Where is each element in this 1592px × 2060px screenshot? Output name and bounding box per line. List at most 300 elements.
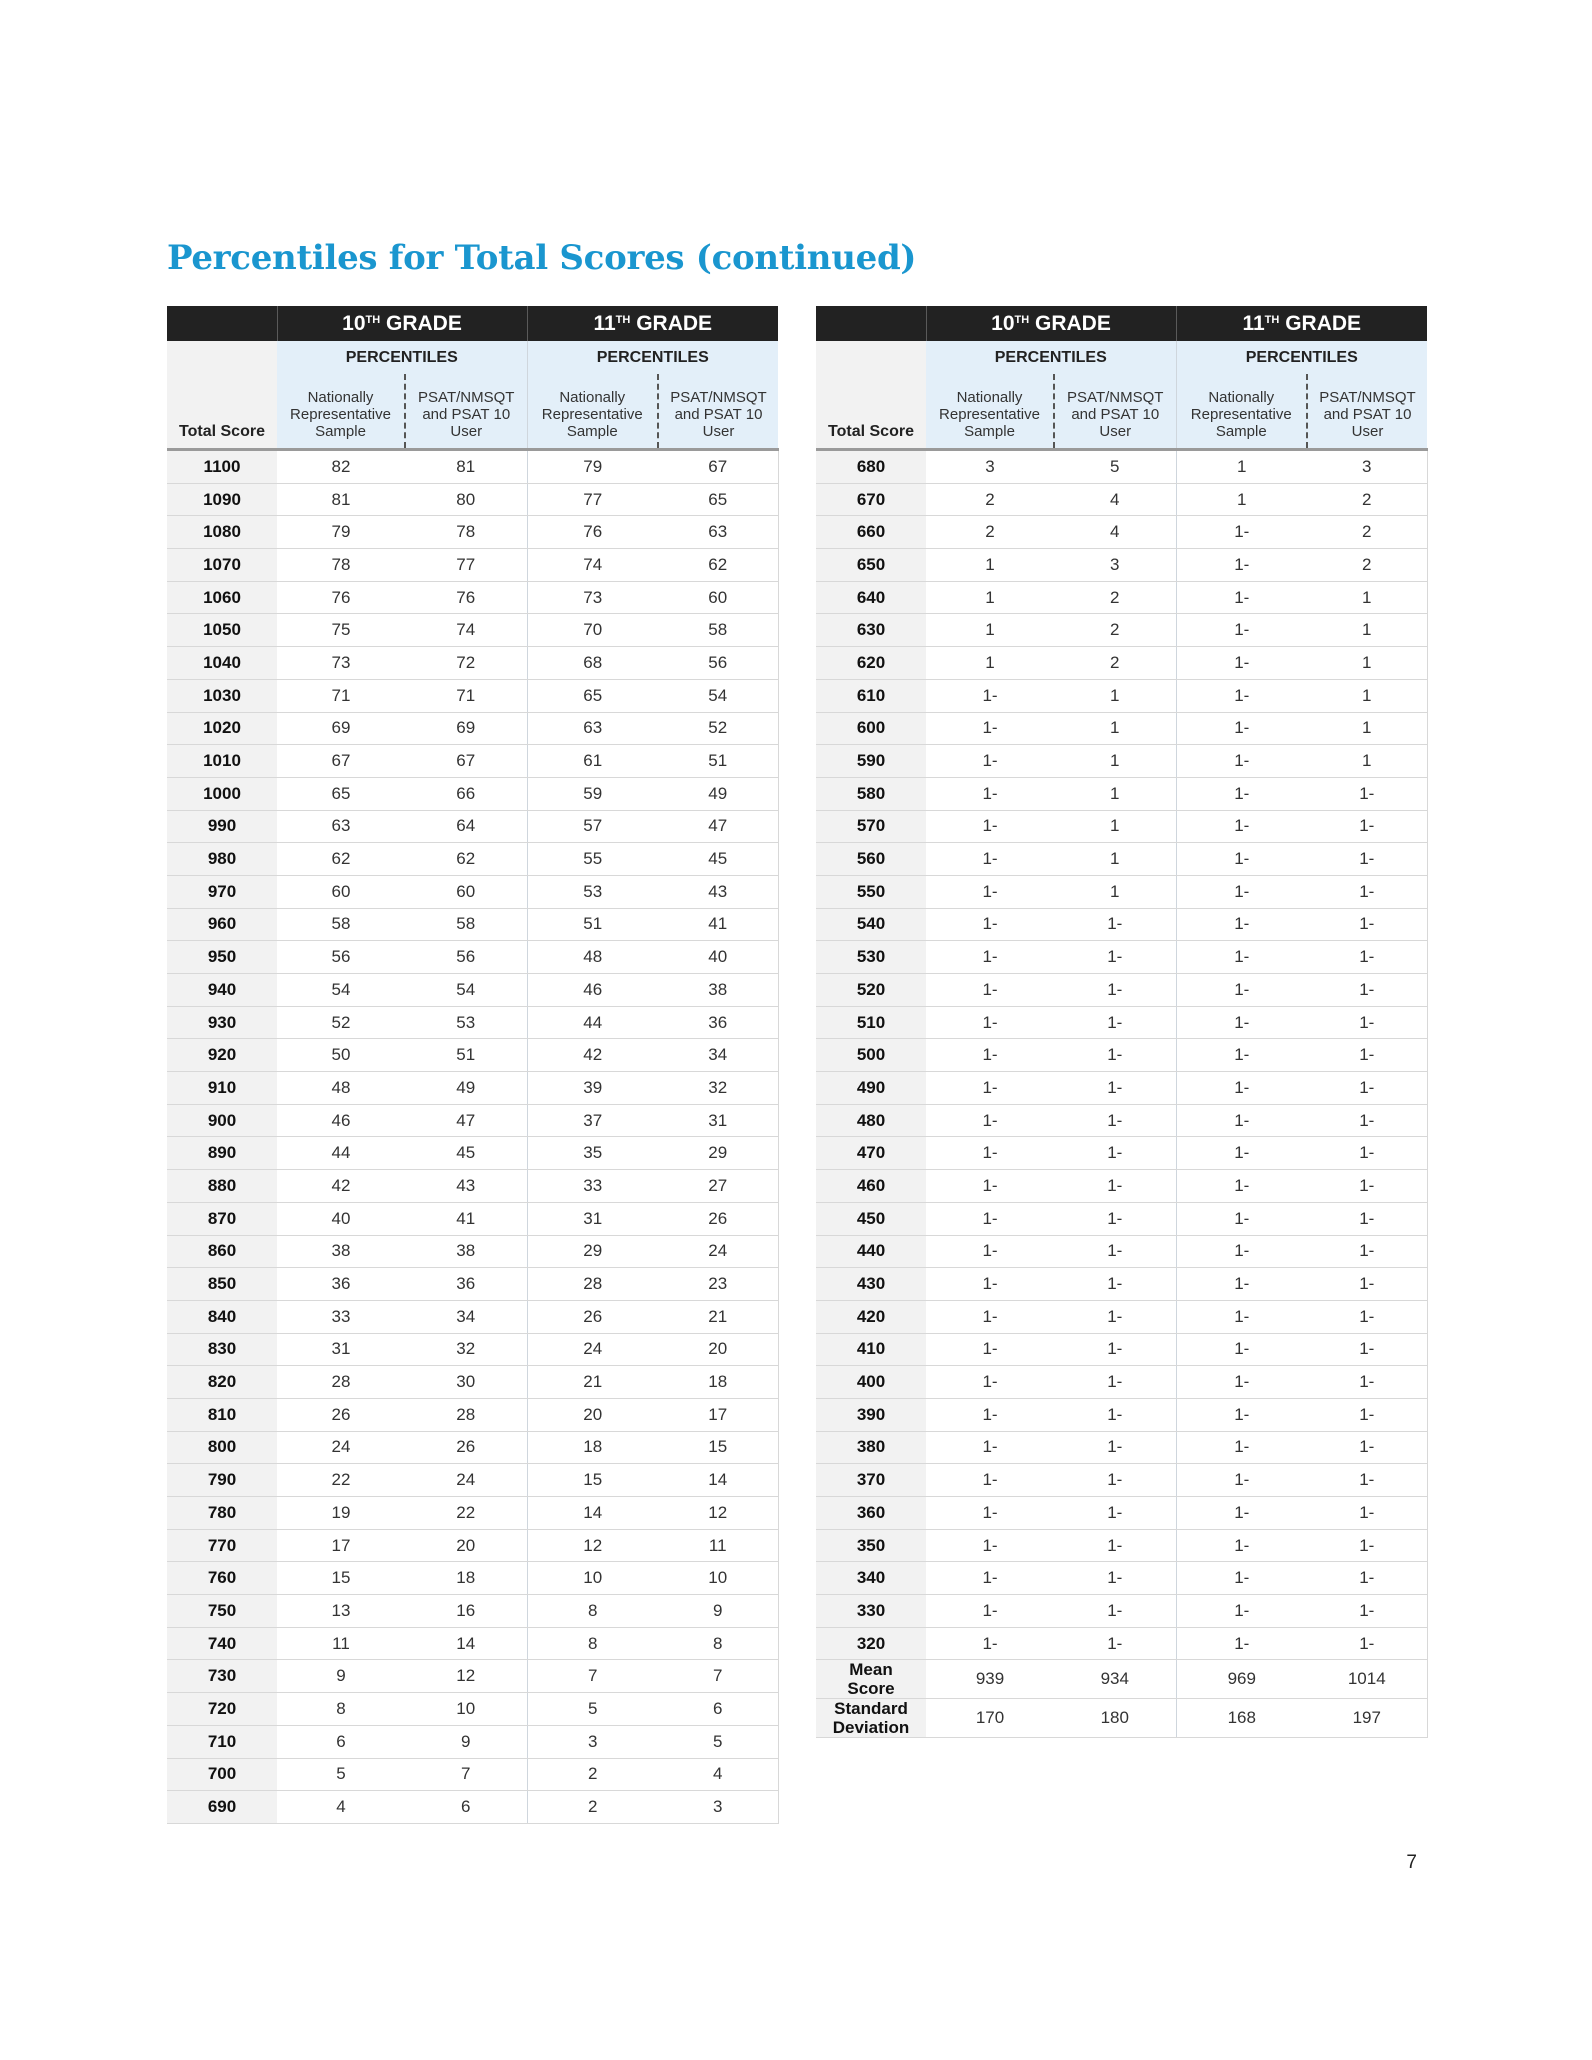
grade11-nat-cell: 1- xyxy=(1176,614,1307,647)
total-score-cell: 570 xyxy=(816,810,926,843)
table-row xyxy=(816,843,1427,876)
total-score-cell: 800 xyxy=(167,1431,277,1464)
table-body-left xyxy=(167,450,778,1824)
total-score-cell: 950 xyxy=(167,941,277,974)
grade10-user-cell: 54 xyxy=(405,974,527,1007)
total-score-cell: 480 xyxy=(816,1104,926,1137)
percentiles-header-row xyxy=(816,341,1427,374)
page-number: 7 xyxy=(1406,1852,1417,1873)
table-row xyxy=(167,875,778,908)
table-row xyxy=(167,1170,778,1203)
grade11-nat-cell: 10 xyxy=(527,1562,658,1595)
grade10-nat-cell: 1- xyxy=(926,1595,1054,1628)
percentiles-label: PERCENTILES xyxy=(277,341,527,374)
total-score-cell: 530 xyxy=(816,941,926,974)
grade11-user-cell: 1- xyxy=(1307,777,1427,810)
grade10-user-cell: 71 xyxy=(405,679,527,712)
grade11-user-cell: 49 xyxy=(658,777,778,810)
stats-body xyxy=(816,1660,1427,1738)
grade10-user-cell: 18 xyxy=(405,1562,527,1595)
grade10-nat-cell: 13 xyxy=(277,1595,405,1628)
grade11-nat-cell: 44 xyxy=(527,1006,658,1039)
table-row xyxy=(167,941,778,974)
grade11-user-cell: 1- xyxy=(1307,1072,1427,1105)
grade10-nat-cell: 1- xyxy=(926,810,1054,843)
total-score-cell: 660 xyxy=(816,516,926,549)
grade10-nat-cell: 1 xyxy=(926,549,1054,582)
total-score-cell: 540 xyxy=(816,908,926,941)
grade10-user-cell: 1- xyxy=(1054,1235,1176,1268)
grade10-user-cell: 49 xyxy=(405,1072,527,1105)
grade11-user-cell: 65 xyxy=(658,483,778,516)
grade11-user-cell: 1- xyxy=(1307,1431,1427,1464)
grade-11-header: 11TH GRADE xyxy=(1176,306,1427,341)
grade10-nat-cell: 1- xyxy=(926,1039,1054,1072)
grade11-user-cell: 1- xyxy=(1307,810,1427,843)
grade10-nat-cell: 31 xyxy=(277,1333,405,1366)
standard-deviation-row xyxy=(816,1699,1427,1738)
grade11-user-cell: 12 xyxy=(658,1497,778,1530)
grade10-user-cell: 1- xyxy=(1054,1529,1176,1562)
grade10-nat-cell: 1- xyxy=(926,1529,1054,1562)
grade11-user-cell: 21 xyxy=(658,1300,778,1333)
table-row xyxy=(816,483,1427,516)
grade10-nat-cell: 1 xyxy=(926,614,1054,647)
total-score-cell: 450 xyxy=(816,1202,926,1235)
grade11-user-cell: 1 xyxy=(1307,647,1427,680)
grade10-nat-cell: 1- xyxy=(926,1268,1054,1301)
grade10-user-cell: 1- xyxy=(1054,941,1176,974)
grade11-nat-cell: 8 xyxy=(527,1627,658,1660)
grade11-nat-cell: 1- xyxy=(1176,1431,1307,1464)
grade10-nat-cell: 1- xyxy=(926,1202,1054,1235)
grade11-user-cell: 52 xyxy=(658,712,778,745)
total-score-cell: 860 xyxy=(167,1235,277,1268)
grade11-nat-cell: 37 xyxy=(527,1104,658,1137)
sd-value: 170 xyxy=(926,1699,1054,1738)
grade10-user-cell: 1- xyxy=(1054,1300,1176,1333)
grade10-user-cell: 1- xyxy=(1054,974,1176,1007)
grade11-nat-cell: 1- xyxy=(1176,745,1307,778)
grade11-nat-cell: 1- xyxy=(1176,974,1307,1007)
table-row xyxy=(816,1300,1427,1333)
grade10-nat-cell: 5 xyxy=(277,1758,405,1791)
grade11-user-cell: 9 xyxy=(658,1595,778,1628)
grade11-user-cell: 41 xyxy=(658,908,778,941)
grade11-nat-cell: 1- xyxy=(1176,1595,1307,1628)
grade11-user-cell: 29 xyxy=(658,1137,778,1170)
grade11-user-cell: 1 xyxy=(1307,712,1427,745)
total-score-cell: 330 xyxy=(816,1595,926,1628)
grade10-nat-cell: 54 xyxy=(277,974,405,1007)
grade10-nat-cell: 65 xyxy=(277,777,405,810)
table-row xyxy=(167,549,778,582)
table-row xyxy=(167,1529,778,1562)
table-row xyxy=(167,1072,778,1105)
percentiles-header-row xyxy=(167,341,778,374)
grade11-nat-cell: 1 xyxy=(1176,450,1307,484)
table-row xyxy=(167,1627,778,1660)
grade11-nat-cell: 1- xyxy=(1176,777,1307,810)
grade10-nat-cell: 1- xyxy=(926,1464,1054,1497)
grade10-nat-cell: 1- xyxy=(926,1170,1054,1203)
grade11-nat-cell: 24 xyxy=(527,1333,658,1366)
table-row xyxy=(167,1202,778,1235)
grade11-user-cell: 5 xyxy=(658,1725,778,1758)
total-score-cell: 1060 xyxy=(167,581,277,614)
psat-user-header: PSAT/NMSQT and PSAT 10 User xyxy=(1307,374,1427,450)
grade11-nat-cell: 76 xyxy=(527,516,658,549)
grade10-nat-cell: 1- xyxy=(926,1300,1054,1333)
grade11-user-cell: 63 xyxy=(658,516,778,549)
grade10-user-cell: 1- xyxy=(1054,1170,1176,1203)
total-score-cell: 930 xyxy=(167,1006,277,1039)
grade10-user-cell: 62 xyxy=(405,843,527,876)
grade10-nat-cell: 1- xyxy=(926,875,1054,908)
grade11-nat-cell: 46 xyxy=(527,974,658,1007)
grade10-nat-cell: 36 xyxy=(277,1268,405,1301)
total-score-cell: 760 xyxy=(167,1562,277,1595)
grade10-user-cell: 12 xyxy=(405,1660,527,1693)
table-row xyxy=(816,1333,1427,1366)
total-score-cell: 690 xyxy=(167,1791,277,1824)
percentiles-label: PERCENTILES xyxy=(527,341,778,374)
grade10-nat-cell: 33 xyxy=(277,1300,405,1333)
grade11-nat-cell: 1 xyxy=(1176,483,1307,516)
grade11-nat-cell: 26 xyxy=(527,1300,658,1333)
grade11-nat-cell: 5 xyxy=(527,1693,658,1726)
table-row xyxy=(167,1268,778,1301)
grade10-nat-cell: 69 xyxy=(277,712,405,745)
grade11-nat-cell: 79 xyxy=(527,450,658,484)
grade11-user-cell: 24 xyxy=(658,1235,778,1268)
total-score-cell: 730 xyxy=(167,1660,277,1693)
grade10-user-cell: 72 xyxy=(405,647,527,680)
grade10-nat-cell: 1- xyxy=(926,679,1054,712)
grade11-nat-cell: 39 xyxy=(527,1072,658,1105)
total-score-cell: 670 xyxy=(816,483,926,516)
grade11-nat-cell: 1- xyxy=(1176,1268,1307,1301)
total-score-cell: 350 xyxy=(816,1529,926,1562)
total-score-cell: 420 xyxy=(816,1300,926,1333)
nat-rep-sample-header: Nationally Representative Sample xyxy=(926,374,1054,450)
grade10-nat-cell: 8 xyxy=(277,1693,405,1726)
grade10-user-cell: 1- xyxy=(1054,1398,1176,1431)
grade10-nat-cell: 63 xyxy=(277,810,405,843)
grade11-user-cell: 1- xyxy=(1307,1627,1427,1660)
grade10-user-cell: 9 xyxy=(405,1725,527,1758)
grade10-user-cell: 1- xyxy=(1054,1268,1176,1301)
grade10-user-cell: 2 xyxy=(1054,581,1176,614)
grade10-nat-cell: 44 xyxy=(277,1137,405,1170)
total-score-cell: 370 xyxy=(816,1464,926,1497)
table-row xyxy=(167,1333,778,1366)
grade11-nat-cell: 42 xyxy=(527,1039,658,1072)
total-score-cell: 580 xyxy=(816,777,926,810)
grade10-user-cell: 26 xyxy=(405,1431,527,1464)
grade10-nat-cell: 1- xyxy=(926,1497,1054,1530)
psat-user-header: PSAT/NMSQT and PSAT 10 User xyxy=(1054,374,1176,450)
grade10-user-cell: 16 xyxy=(405,1595,527,1628)
grade11-nat-cell: 35 xyxy=(527,1137,658,1170)
grade11-nat-cell: 1- xyxy=(1176,1006,1307,1039)
total-score-cell: 650 xyxy=(816,549,926,582)
grade10-user-cell: 2 xyxy=(1054,647,1176,680)
grade10-nat-cell: 81 xyxy=(277,483,405,516)
table-row xyxy=(816,745,1427,778)
table-row xyxy=(167,679,778,712)
grade11-nat-cell: 33 xyxy=(527,1170,658,1203)
grade10-user-cell: 60 xyxy=(405,875,527,908)
mean-score-label: Mean Score xyxy=(816,1660,926,1699)
grade11-user-cell: 1- xyxy=(1307,1202,1427,1235)
grade11-user-cell: 1 xyxy=(1307,581,1427,614)
grade11-user-cell: 60 xyxy=(658,581,778,614)
grade10-user-cell: 45 xyxy=(405,1137,527,1170)
grade11-user-cell: 1- xyxy=(1307,1104,1427,1137)
grade10-nat-cell: 48 xyxy=(277,1072,405,1105)
grade10-nat-cell: 62 xyxy=(277,843,405,876)
grade11-user-cell: 45 xyxy=(658,843,778,876)
grade10-nat-cell: 2 xyxy=(926,483,1054,516)
grade10-nat-cell: 73 xyxy=(277,647,405,680)
table-row xyxy=(816,1170,1427,1203)
mean-value: 969 xyxy=(1176,1660,1307,1699)
grade11-user-cell: 1- xyxy=(1307,1497,1427,1530)
table-row xyxy=(816,450,1427,484)
table-row xyxy=(816,1268,1427,1301)
grade10-user-cell: 36 xyxy=(405,1268,527,1301)
sd-value: 168 xyxy=(1176,1699,1307,1738)
grade10-user-cell: 7 xyxy=(405,1758,527,1791)
grade11-user-cell: 58 xyxy=(658,614,778,647)
grade11-user-cell: 1- xyxy=(1307,1137,1427,1170)
total-score-cell: 710 xyxy=(167,1725,277,1758)
grade11-nat-cell: 1- xyxy=(1176,647,1307,680)
grade11-nat-cell: 61 xyxy=(527,745,658,778)
table-row xyxy=(816,908,1427,941)
total-score-cell: 780 xyxy=(167,1497,277,1530)
grade11-user-cell: 1- xyxy=(1307,908,1427,941)
grade11-user-cell: 1- xyxy=(1307,1398,1427,1431)
grade10-user-cell: 38 xyxy=(405,1235,527,1268)
grade10-nat-cell: 1- xyxy=(926,745,1054,778)
grade11-user-cell: 17 xyxy=(658,1398,778,1431)
grade11-nat-cell: 2 xyxy=(527,1758,658,1791)
grade11-nat-cell: 53 xyxy=(527,875,658,908)
total-score-cell: 620 xyxy=(816,647,926,680)
grade11-nat-cell: 3 xyxy=(527,1725,658,1758)
total-score-cell: 500 xyxy=(816,1039,926,1072)
grade10-nat-cell: 75 xyxy=(277,614,405,647)
grade11-nat-cell: 1- xyxy=(1176,1464,1307,1497)
grade11-nat-cell: 28 xyxy=(527,1268,658,1301)
nat-rep-sample-header: Nationally Representative Sample xyxy=(527,374,658,450)
table-row xyxy=(167,450,778,484)
table-row xyxy=(167,1398,778,1431)
mean-value: 1014 xyxy=(1307,1660,1427,1699)
grade10-nat-cell: 1- xyxy=(926,1627,1054,1660)
grade10-user-cell: 43 xyxy=(405,1170,527,1203)
grade10-nat-cell: 76 xyxy=(277,581,405,614)
table-row xyxy=(167,1595,778,1628)
table-row xyxy=(167,1104,778,1137)
grade11-nat-cell: 63 xyxy=(527,712,658,745)
grade10-nat-cell: 24 xyxy=(277,1431,405,1464)
grade10-nat-cell: 11 xyxy=(277,1627,405,1660)
grade10-nat-cell: 38 xyxy=(277,1235,405,1268)
grade11-user-cell: 1 xyxy=(1307,614,1427,647)
total-score-cell: 720 xyxy=(167,1693,277,1726)
table-row xyxy=(816,1431,1427,1464)
table-row xyxy=(167,1300,778,1333)
table-row xyxy=(816,679,1427,712)
mean-value: 934 xyxy=(1054,1660,1176,1699)
table-row xyxy=(167,1693,778,1726)
mean-score-row xyxy=(816,1660,1427,1699)
total-score-cell: 340 xyxy=(816,1562,926,1595)
grade11-user-cell: 56 xyxy=(658,647,778,680)
grade11-user-cell: 23 xyxy=(658,1268,778,1301)
grade11-user-cell: 1- xyxy=(1307,1268,1427,1301)
grade11-nat-cell: 1- xyxy=(1176,549,1307,582)
grade10-nat-cell: 52 xyxy=(277,1006,405,1039)
grade11-nat-cell: 1- xyxy=(1176,908,1307,941)
table-row xyxy=(816,1072,1427,1105)
grade10-user-cell: 1- xyxy=(1054,1562,1176,1595)
grade10-nat-cell: 3 xyxy=(926,450,1054,484)
grade11-user-cell: 3 xyxy=(658,1791,778,1824)
total-score-cell: 600 xyxy=(816,712,926,745)
grade11-nat-cell: 1- xyxy=(1176,1627,1307,1660)
grade10-user-cell: 20 xyxy=(405,1529,527,1562)
total-score-cell: 940 xyxy=(167,974,277,1007)
grade11-user-cell: 18 xyxy=(658,1366,778,1399)
total-score-cell: 1090 xyxy=(167,483,277,516)
grade11-user-cell: 67 xyxy=(658,450,778,484)
grade11-nat-cell: 1- xyxy=(1176,1170,1307,1203)
grade-header-row xyxy=(167,306,778,341)
table-row xyxy=(167,1006,778,1039)
table-row xyxy=(816,581,1427,614)
grade11-user-cell: 40 xyxy=(658,941,778,974)
grade11-user-cell: 2 xyxy=(1307,483,1427,516)
grade11-nat-cell: 1- xyxy=(1176,712,1307,745)
table-row xyxy=(167,1725,778,1758)
grade10-user-cell: 1 xyxy=(1054,810,1176,843)
grade10-nat-cell: 1- xyxy=(926,777,1054,810)
grade10-user-cell: 76 xyxy=(405,581,527,614)
grade10-user-cell: 1 xyxy=(1054,843,1176,876)
grade11-user-cell: 1- xyxy=(1307,875,1427,908)
grade11-user-cell: 1- xyxy=(1307,843,1427,876)
grade11-nat-cell: 12 xyxy=(527,1529,658,1562)
total-score-cell: 920 xyxy=(167,1039,277,1072)
grade10-nat-cell: 1- xyxy=(926,1398,1054,1431)
grade-header-row xyxy=(816,306,1427,341)
table-row xyxy=(816,1104,1427,1137)
grade10-nat-cell: 1- xyxy=(926,1137,1054,1170)
grade11-user-cell: 15 xyxy=(658,1431,778,1464)
total-score-cell: 840 xyxy=(167,1300,277,1333)
grade10-user-cell: 1 xyxy=(1054,745,1176,778)
table-row xyxy=(816,1202,1427,1235)
grade11-user-cell: 8 xyxy=(658,1627,778,1660)
grade-10-header: 10TH GRADE xyxy=(926,306,1176,341)
grade10-nat-cell: 1- xyxy=(926,941,1054,974)
total-score-cell: 470 xyxy=(816,1137,926,1170)
grade11-nat-cell: 1- xyxy=(1176,941,1307,974)
table-row xyxy=(816,810,1427,843)
nat-rep-sample-header: Nationally Representative Sample xyxy=(1176,374,1307,450)
table-row xyxy=(816,1497,1427,1530)
grade11-user-cell: 4 xyxy=(658,1758,778,1791)
grade10-nat-cell: 2 xyxy=(926,516,1054,549)
total-score-cell: 390 xyxy=(816,1398,926,1431)
table-row xyxy=(816,941,1427,974)
total-score-cell: 910 xyxy=(167,1072,277,1105)
total-score-cell: 490 xyxy=(816,1072,926,1105)
total-score-cell: 1020 xyxy=(167,712,277,745)
grade11-user-cell: 51 xyxy=(658,745,778,778)
grade10-nat-cell: 78 xyxy=(277,549,405,582)
total-score-cell: 1050 xyxy=(167,614,277,647)
grade10-nat-cell: 4 xyxy=(277,1791,405,1824)
grade10-user-cell: 1- xyxy=(1054,1072,1176,1105)
total-score-header: Total Score xyxy=(816,374,926,450)
total-score-cell: 790 xyxy=(167,1464,277,1497)
table-row xyxy=(167,1235,778,1268)
grade11-user-cell: 36 xyxy=(658,1006,778,1039)
grade10-nat-cell: 1- xyxy=(926,1431,1054,1464)
total-score-cell: 360 xyxy=(816,1497,926,1530)
grade11-nat-cell: 7 xyxy=(527,1660,658,1693)
table-row xyxy=(167,777,778,810)
grade10-user-cell: 81 xyxy=(405,450,527,484)
table-row xyxy=(816,875,1427,908)
table-row xyxy=(816,1464,1427,1497)
total-score-cell: 890 xyxy=(167,1137,277,1170)
grade11-nat-cell: 21 xyxy=(527,1366,658,1399)
total-score-cell: 1010 xyxy=(167,745,277,778)
grade11-nat-cell: 1- xyxy=(1176,1366,1307,1399)
grade10-user-cell: 1- xyxy=(1054,908,1176,941)
grade10-nat-cell: 6 xyxy=(277,1725,405,1758)
grade10-user-cell: 58 xyxy=(405,908,527,941)
table-row xyxy=(167,908,778,941)
grade10-user-cell: 1- xyxy=(1054,1104,1176,1137)
grade11-user-cell: 38 xyxy=(658,974,778,1007)
percentiles-label: PERCENTILES xyxy=(926,341,1176,374)
grade10-user-cell: 6 xyxy=(405,1791,527,1824)
grade11-nat-cell: 1- xyxy=(1176,1235,1307,1268)
page-title: Percentiles for Total Scores (continued) xyxy=(167,238,917,278)
total-score-cell: 400 xyxy=(816,1366,926,1399)
total-score-cell: 900 xyxy=(167,1104,277,1137)
total-score-cell: 560 xyxy=(816,843,926,876)
subheader-row xyxy=(816,374,1427,450)
total-score-cell: 970 xyxy=(167,875,277,908)
grade10-nat-cell: 46 xyxy=(277,1104,405,1137)
grade11-nat-cell: 31 xyxy=(527,1202,658,1235)
grade11-nat-cell: 2 xyxy=(527,1791,658,1824)
grade10-user-cell: 47 xyxy=(405,1104,527,1137)
grade10-nat-cell: 15 xyxy=(277,1562,405,1595)
grade11-nat-cell: 1- xyxy=(1176,1104,1307,1137)
grade10-user-cell: 14 xyxy=(405,1627,527,1660)
total-score-cell: 960 xyxy=(167,908,277,941)
grade10-nat-cell: 28 xyxy=(277,1366,405,1399)
